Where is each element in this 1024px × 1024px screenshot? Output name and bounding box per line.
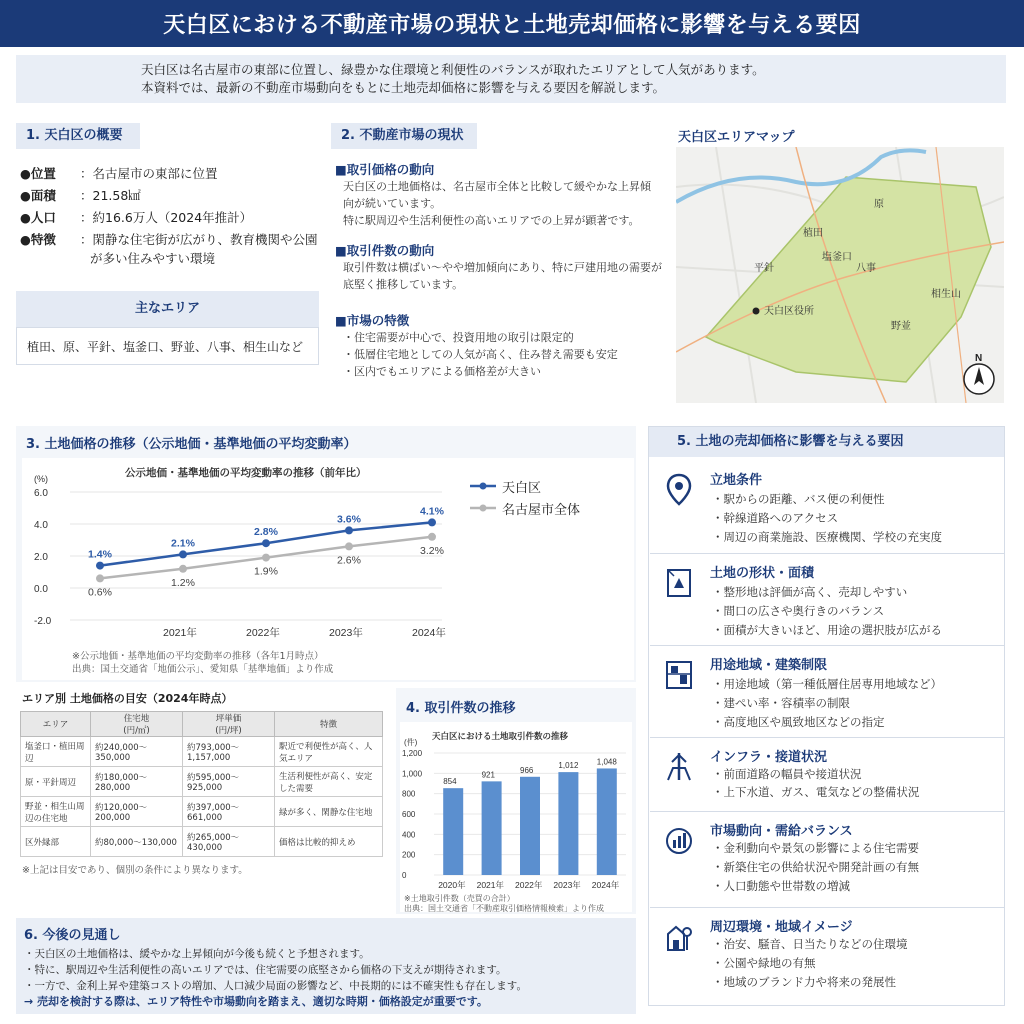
legend-item-nagoya: 名古屋市全体 xyxy=(470,497,580,519)
x-tick-label: 2022年 xyxy=(246,627,280,639)
data-label: 4.1% xyxy=(420,505,444,518)
y-tick-label: 800 xyxy=(402,789,416,799)
bar xyxy=(482,781,502,875)
table-row: 野並・相生山周辺の住宅地 約120,000〜200,000 約397,000〜661,000 緑が多く、閑静な住宅地 xyxy=(21,797,383,827)
y-tick-label: 1,000 xyxy=(402,769,423,779)
overview-heading: 1. 天白区の概要 xyxy=(16,123,140,149)
legend-item-tempaku: 天白区 xyxy=(470,475,580,497)
map-label-hara: 原 xyxy=(874,199,884,210)
price-trend-source: 出典：国土交通省「地価公示」、愛知県「基準地価」より作成 xyxy=(72,664,334,675)
price-table xyxy=(20,711,383,857)
map-label-ward-office: 天白区役所 xyxy=(764,306,814,317)
line-chart-title: 公示地価・基準地価の平均変動率の推移（前年比） xyxy=(125,467,367,479)
line-chart-legend xyxy=(470,475,580,519)
factor-land-shape: 土地の形状・面積 ・整形地は評価が高く、売却しやすい ・間口の広さや奥行きのバランス ・面積が大きいほど、用途の選択肢が広がる xyxy=(650,553,1005,643)
price-trend-note: ※公示地価・基準地価の平均変動率の推移（各年1月時点） xyxy=(72,651,324,662)
x-tick-label: 2020年 xyxy=(438,880,466,890)
y-tick-label: 2.0 xyxy=(34,552,48,563)
data-point xyxy=(345,526,353,534)
data-point xyxy=(428,518,436,526)
y-tick-label: 6.0 xyxy=(34,488,48,499)
y-tick-label: 1,200 xyxy=(402,749,423,758)
x-tick-label: 2024年 xyxy=(412,627,446,639)
land-shape-icon xyxy=(664,566,694,600)
overview-item-area: ●面積 ：21.58㎢ xyxy=(20,188,141,203)
y-tick-label: 400 xyxy=(402,830,416,840)
data-point xyxy=(96,574,104,582)
market-block-volume: ■取引件数の動向 取引件数は横ばい〜やや増加傾向にあり、特に戸建用地の需要が 底堅く推移しています。 xyxy=(335,243,662,291)
price-table-note: ※上記は目安であり、個別の条件により異なります。 xyxy=(22,865,248,876)
road-infrastructure-icon xyxy=(664,750,694,784)
data-label: 1.2% xyxy=(171,576,195,589)
factor-location: 立地条件 ・駅からの距離、バス便の利便性 ・幹線道路へのアクセス ・周辺の商業施設、医療機関、学校の充実度 xyxy=(650,461,1005,551)
bar xyxy=(597,768,617,875)
data-point xyxy=(179,550,187,558)
y-tick-label: 0 xyxy=(402,871,407,880)
y-tick-label: 200 xyxy=(402,850,416,860)
y-axis-unit: (%) xyxy=(34,474,48,484)
bar-value-label: 1,012 xyxy=(558,761,579,771)
price-table-col-tsubo: 坪単価 (円/坪) xyxy=(183,712,275,737)
factor-zoning: 用途地域・建築制限 ・用途地域（第一種低層住居専用地域など） ・建ぺい率・容積率の制限 ・高度地区や風致地区などの指定 xyxy=(650,645,1005,735)
y-tick-label: 600 xyxy=(402,810,416,819)
area-map[interactable] xyxy=(676,147,1004,403)
bar-value-label: 1,048 xyxy=(596,757,617,767)
table-row: 塩釜口・植田周辺 約240,000〜350,000 約793,000〜1,157,000 駅近で利便性が高く、人気エリア xyxy=(21,737,383,767)
overview-item-feature: ●特徴 ：閑静な住宅街が広がり、教育機関や公園 が多い住みやすい環境 xyxy=(20,232,318,266)
table-row: 区外縁部 約80,000〜130,000 約265,000〜430,000 価格は比較的抑えめ xyxy=(21,827,383,857)
outlook-line: ・特に、駅周辺や生活利便性の高いエリアでは、住宅需要の底堅さから価格の下支えが期待されます。 xyxy=(24,964,507,976)
bar xyxy=(558,772,578,875)
bar-chart xyxy=(400,735,632,895)
price-table-col-area: エリア xyxy=(21,712,91,737)
transactions-source: 出典：国土交通省「不動産取引価格情報検索」より作成 xyxy=(404,904,604,913)
y-tick-label: 0.0 xyxy=(34,584,48,595)
data-label: 0.6% xyxy=(88,586,112,599)
data-point xyxy=(262,539,270,547)
map-heading: 天白区エリアマップ xyxy=(678,130,795,145)
price-trend-heading: 3. 土地価格の推移（公示地価・基準地価の平均変動率） xyxy=(26,437,357,452)
line-chart xyxy=(22,470,462,650)
intro-line-1: 天白区は名古屋市の東部に位置し、緑豊かな住環境と利便性のバランスが取れたエリアとして人気があります。 xyxy=(141,62,765,77)
overview-item-location: ●位置 ：名古屋市の東部に位置 xyxy=(20,166,218,181)
market-block-price: ■取引価格の動向 天白区の土地価格は、名古屋市全体と比較して緩やかな上昇傾 向が続いています。 特に駅周辺や生活利便性の高いエリアでの上昇が顕著です。 xyxy=(335,162,651,227)
map-label-yagoto: 八事 xyxy=(856,263,876,274)
page-title: 天白区における不動産市場の現状と土地売却価格に影響を与える要因 xyxy=(0,0,1024,47)
data-point xyxy=(96,562,104,570)
table-row: 原・平針周辺 約180,000〜280,000 約595,000〜925,000 生活利便性が高く、安定した需要 xyxy=(21,767,383,797)
factor-market-demand: 市場動向・需給バランス ・金利動向や景気の影響による住宅需要 ・新築住宅の供給状況や開発計画の有無 ・人口動態や世帯数の増減 xyxy=(650,811,1005,905)
data-point xyxy=(345,542,353,550)
data-label: 3.6% xyxy=(337,513,361,526)
map-label-aioiyama: 相生山 xyxy=(931,289,961,300)
zoning-map-icon xyxy=(664,658,694,692)
bar-chart-title: 天白区における土地取引件数の推移 xyxy=(432,732,569,742)
data-label: 1.9% xyxy=(254,565,278,578)
bar-value-label: 854 xyxy=(443,777,457,787)
intro-box xyxy=(16,55,1006,103)
y-axis-unit: (件) xyxy=(404,738,418,747)
price-table-col-feature: 特徴 xyxy=(275,712,383,737)
bar-value-label: 966 xyxy=(520,765,534,775)
outlook-conclusion: → 売却を検討する際は、エリア特性や市場動向を踏まえ、適切な時期・価格設定が重要です。 xyxy=(24,995,488,1008)
map-label-hirabari: 平針 xyxy=(754,263,774,274)
data-point xyxy=(179,565,187,573)
x-tick-label: 2021年 xyxy=(163,627,197,639)
x-tick-label: 2023年 xyxy=(553,880,581,890)
bar xyxy=(520,777,540,875)
neighborhood-icon xyxy=(664,920,694,954)
outlook-body xyxy=(24,946,634,1010)
x-tick-label: 2022年 xyxy=(515,880,543,890)
map-label-nonami: 野並 xyxy=(891,321,911,332)
outlook-line: ・一方で、金利上昇や建築コストの増加、人口減少局面の影響など、中長期的には不確実性も存在します。 xyxy=(24,980,527,992)
ward-office-marker-icon xyxy=(753,308,760,315)
x-tick-label: 2024年 xyxy=(591,880,620,890)
location-pin-icon xyxy=(664,473,694,507)
factors-heading: 5. 土地の売却価格に影響を与える要因 xyxy=(649,427,1004,457)
data-label: 1.4% xyxy=(88,548,112,561)
data-label: 2.8% xyxy=(254,526,278,539)
data-label: 3.2% xyxy=(420,544,444,557)
overview-item-population: ●人口 ：約16.6万人（2024年推計） xyxy=(20,210,253,225)
outlook-line: ・天白区の土地価格は、緩やかな上昇傾向が今後も続くと予想されます。 xyxy=(24,948,370,960)
transactions-note: ※土地取引件数（売買の合計） xyxy=(404,894,515,903)
data-point xyxy=(262,554,270,562)
main-areas-heading: 主なエリア xyxy=(16,291,319,327)
x-tick-label: 2021年 xyxy=(476,880,505,890)
main-areas-list: 植田、原、平針、塩釜口、野並、八事、相生山など xyxy=(16,327,319,365)
bar-value-label: 921 xyxy=(481,770,495,780)
price-table-heading: エリア別 土地価格の目安（2024年時点） xyxy=(22,692,233,705)
market-heading: 2. 不動産市場の現状 xyxy=(331,123,477,149)
map-label-ueda: 植田 xyxy=(803,228,823,239)
x-tick-label: 2023年 xyxy=(329,627,363,639)
compass-north-label: N xyxy=(975,353,983,364)
factor-neighborhood: 周辺環境・地域イメージ ・治安、騒音、日当たりなどの住環境 ・公園や緑地の有無 ・地域のブランド力や将来の発展性 xyxy=(650,907,1005,1005)
market-block-features: ■市場の特徴 ・住宅需要が中心で、投資用地の取引は限定的 ・低層住宅地としての人気が高く、住み替え需要も安定 ・区内でもエリアによる価格差が大きい xyxy=(335,313,618,378)
intro-line-2: 本資料では、最新の不動産市場動向をもとに土地売却価格に影響を与える要因を解説します。 xyxy=(141,80,666,95)
y-tick-label: 4.0 xyxy=(34,520,48,531)
price-table-col-sqm: 住宅地 (円/㎡) xyxy=(91,712,183,737)
market-demand-icon xyxy=(664,824,694,858)
transactions-heading: 4. 取引件数の推移 xyxy=(406,701,516,716)
factor-infrastructure: インフラ・接道状況 ・前面道路の幅員や接道状況 ・上下水道、ガス、電気などの整備状況 xyxy=(650,737,1005,809)
outlook-heading: 6. 今後の見通し xyxy=(24,928,121,943)
data-label: 2.6% xyxy=(337,554,361,567)
y-tick-label: -2.0 xyxy=(34,616,52,627)
bar xyxy=(443,788,463,875)
map-label-shiogamaguchi: 塩釜口 xyxy=(822,252,852,263)
data-point xyxy=(428,533,436,541)
data-label: 2.1% xyxy=(171,537,195,550)
